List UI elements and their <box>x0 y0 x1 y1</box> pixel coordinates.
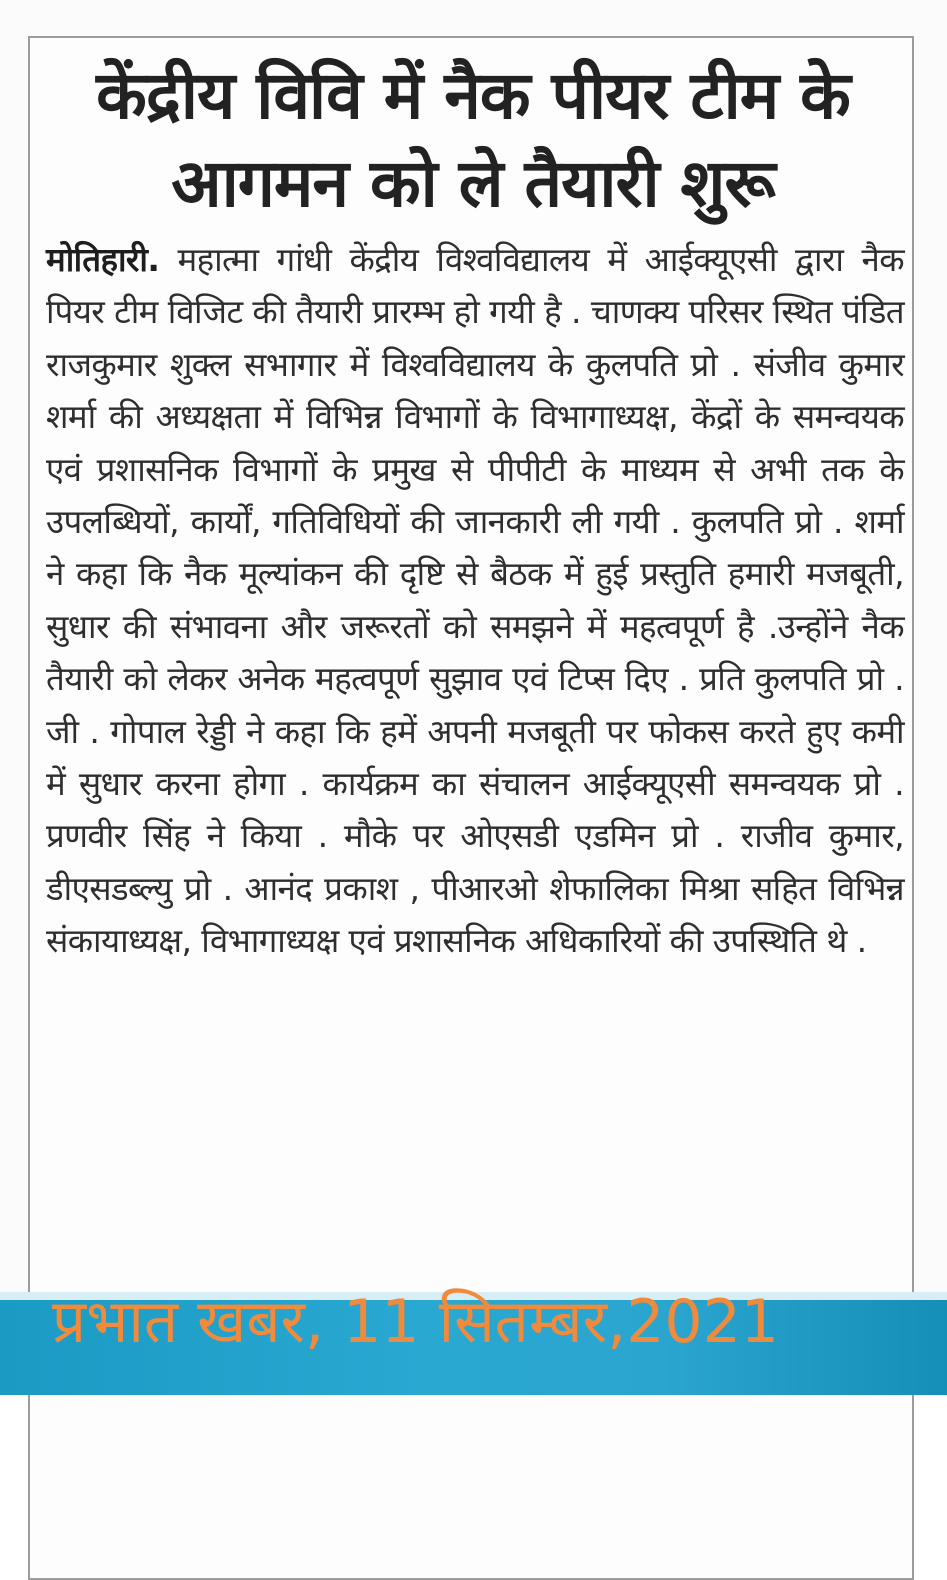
article-dateline: मोतिहारी. <box>46 240 160 279</box>
newspaper-source-date: प्रभात खबर, 11 सितम्बर,2021 <box>52 1287 779 1357</box>
article-body-text: महात्मा गांधी केंद्रीय विश्वविद्यालय में आईक्यूएसी द्वारा नैक पियर टीम विजिट की तैयारी प्रारम्भ हो गयी है . चाणक्य परिसर स्थित पंडित राजकुमार शुक्ल सभागार में विश्वविद्यालय के कुलपति प्रो . संजीव कुमार शर्मा की अध्यक्षता में विभिन्न विभागों के विभागाध्यक्ष, केंद्रों के समन्वयक एवं प्रशासनिक विभागों के प्रमुख से पीपीटी के माध्यम से अभी तक के उपलब्धियों, कार्यों, गतिविधियों की जानकारी ली गयी . कुलपति प्रो . शर्मा ने कहा कि नैक मूल्यांकन की दृष्टि से बैठक में हुई प्रस्तुति हमारी मजबूती, सुधार की संभावना और जरूरतों को समझने में महत्वपूर्ण है .उन्होंने नैक तैयारी को लेकर अनेक महत्वपूर्ण सुझाव एवं टिप्स दिए . प्रति कुलपति प्रो . जी . गोपाल रेड्डी ने कहा कि हमें अपनी मजबूती पर फोकस करते हुए कमी में सुधार करना होगा . कार्यक्रम का संचालन आईक्यूएसी समन्वयक प्रो . प्रणवीर सिंह ने किया . मौके पर ओएसडी एडमिन प्रो . राजीव कुमार, डीएसडब्ल्यु प्रो . आनंद प्रकाश , पीआरओ शेफालिका मिश्रा सहित विभिन्न संकायाध्यक्ष, विभागाध्यक्ष एवं प्रशासनिक अधिकारियों की उपस्थिति थे . <box>46 240 904 961</box>
article-headline: केंद्रीय विवि में नैक पीयर टीम के आगमन को ले तैयारी शुरू <box>96 57 850 222</box>
article-body <box>46 234 904 968</box>
